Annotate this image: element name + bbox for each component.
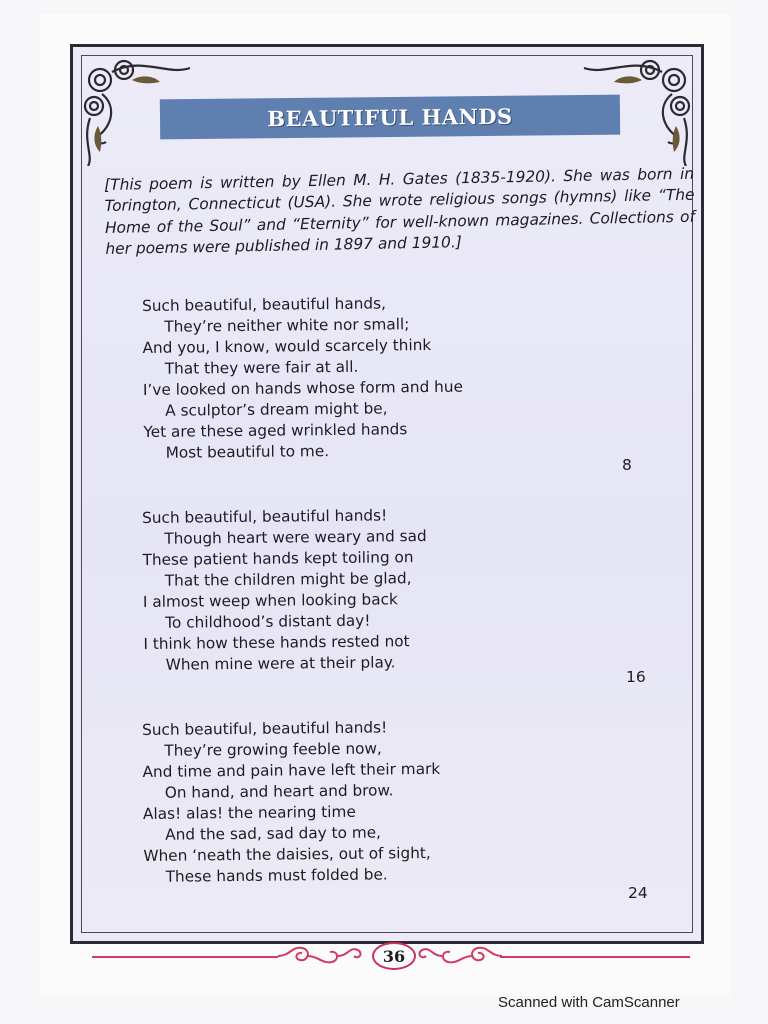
poem-line: Though heart were weary and sad [164,527,427,548]
line-number-marker: 24 [628,884,648,902]
poem-line: Alas! alas! the nearing time [142,802,356,823]
poem-line: Such beautiful, beautiful hands, [142,294,386,315]
line-number-marker: 8 [622,456,632,474]
poem-line: They’re neither white nor small; [164,315,410,336]
poem-line: Such beautiful, beautiful hands! [142,718,388,739]
stanza-2 [142,504,564,676]
poem-line: Most beautiful to me. [165,442,330,462]
poem-line: That they were fair at all. [164,357,359,378]
poem-line: A sculptor’s dream might be, [165,399,388,420]
poem-line: When mine were at their play. [165,653,396,674]
poem-line: And you, I know, would scarcely think [142,335,432,357]
scanner-watermark: Scanned with CamScanner [498,994,680,1011]
page-number: 36 [372,942,416,970]
line-number-marker: 16 [626,668,646,686]
poem-line: These patient hands kept toiling on [142,548,414,569]
stanza-1 [142,292,564,464]
footer-rule-right [500,956,690,958]
poem-line: I think how these hands rested not [143,632,410,653]
poem-introduction: [This poem is written by Ellen M. H. Gates (1835-1920). She was born in Torington, Connecticut (USA). She wrote religious songs (hymns) like “The Home of the Soul” and “Eternity” for well-known magazines. Collections of her poems were published in 1897 and 1910.] [104,165,696,259]
title-banner [160,95,620,140]
poem-line: And the sad, sad day to me, [165,823,382,844]
poem-line: And time and pain have left their mark [142,759,441,781]
poem-title: BEAUTIFUL HANDS [267,103,513,131]
poem-line: On hand, and heart and brow. [164,781,394,802]
poem-line: I almost weep when looking back [142,590,398,611]
poem-line: They’re growing feeble now, [164,739,382,760]
stanza-3 [142,716,564,888]
poem-line: When ‘neath the daisies, out of sight, [143,843,431,865]
poem-line: I’ve looked on hands whose form and hue [142,377,464,399]
poem-line: To childhood’s distant day! [165,611,371,632]
poem-line: These hands must folded be. [165,865,388,886]
poem-line: Such beautiful, beautiful hands! [142,506,388,527]
poem-line: That the children might be glad, [164,569,412,590]
poem-line: Yet are these aged wrinkled hands [143,420,408,441]
footer-rule-left [92,956,278,958]
